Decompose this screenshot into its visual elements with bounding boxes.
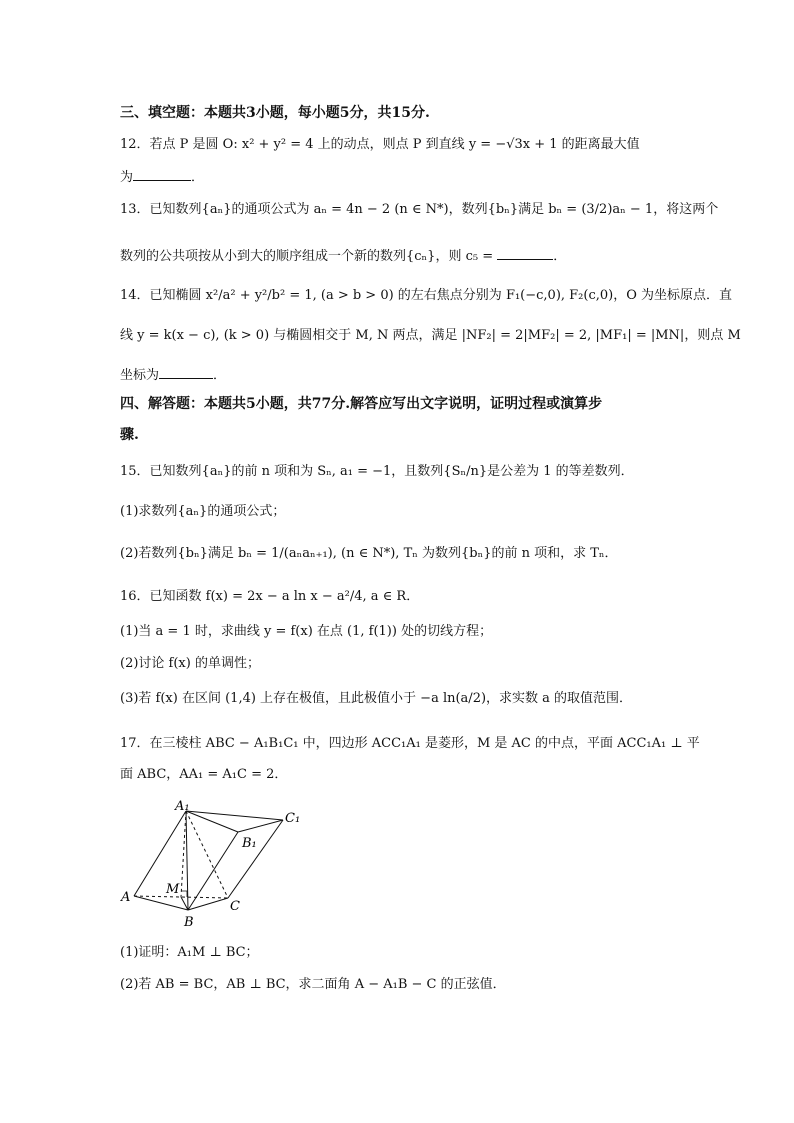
section3-title: 三、填空题：本题共3小题，每小题5分，共15分. <box>120 105 430 121</box>
q13-prefix: 数列的公共项按从小到大的顺序组成一个新的数列{cₙ}，则 c₅ = <box>120 249 494 264</box>
q14-line1: 14．已知椭圆 x²/a² + y²/b² = 1, (a > b > 0) 的左右焦点分别为 F₁(−c,0), F₂(c,0)，O 为坐标原点．直 <box>120 288 733 303</box>
q12-prefix: 为 <box>120 170 134 185</box>
q16-part2: (2)讨论 f(x) 的单调性； <box>120 656 260 671</box>
prism-figure <box>118 798 318 934</box>
section4-title-line2: 骤. <box>120 427 139 443</box>
q16-part3: (3)若 f(x) 在区间 (1,4) 上存在极值，且此极值小于 −a ln(a/2)，求实数 a 的取值范围． <box>120 691 633 706</box>
q17-stem-line2: 面 ABC，AA₁ = A₁C = 2． <box>120 767 288 782</box>
hidden-segment-A1-C <box>186 811 228 898</box>
q12-line1: 12．若点 P 是圆 O: x² + y² = 4 上的动点，则点 P 到直线 y = −√3x + 1 的距离最大值 <box>120 137 640 152</box>
q15-stem: 15．已知数列{aₙ}的前 n 项和为 Sₙ, a₁ = −1，且数列{Sₙ/n}是公差为 1 的等差数列． <box>120 464 634 479</box>
q13-line2: 数列的公共项按从小到大的顺序组成一个新的数列{cₙ}，则 c₅ = ． <box>120 245 566 266</box>
q17-part2: (2)若 AB = BC，AB ⊥ BC，求二面角 A − A₁B − C 的正弦值． <box>120 977 506 992</box>
q12-line2: 为 ． <box>120 166 204 187</box>
hidden-segment-A1-M <box>181 811 186 897</box>
q14-line3: 坐标为 ． <box>120 364 226 385</box>
label-M: M <box>166 882 180 897</box>
label-A: A <box>121 890 131 905</box>
q17-stem-line1: 17．在三棱柱 ABC − A₁B₁C₁ 中，四边形 ACC₁A₁ 是菱形，M 是 AC 的中点，平面 ACC₁A₁ ⊥ 平 <box>120 736 700 751</box>
label-C: C <box>230 899 240 914</box>
q14-line2: 线 y = k(x − c), (k > 0) 与椭圆相交于 M, N 两点，满足 |NF₂| = 2|MF₂| = 2, |MF₁| = |MN|，则点 M <box>120 328 741 343</box>
q16-part1: (1)当 a = 1 时，求曲线 y = f(x) 在点 (1, f(1)) 处的切线方程； <box>120 624 493 639</box>
right-angle-mark <box>181 891 187 897</box>
label-B: B <box>184 915 194 930</box>
q14-answer-blank[interactable] <box>159 364 213 379</box>
label-B1: B₁ <box>242 836 257 851</box>
q14-prefix: 坐标为 <box>120 368 160 383</box>
q15-part1: (1)求数列{aₙ}的通项公式； <box>120 504 286 519</box>
section4-title-line1: 四、解答题：本题共5小题，共77分.解答应写出文字说明，证明过程或演算步 <box>120 396 603 412</box>
q13-answer-blank[interactable] <box>497 245 553 260</box>
edge-A-B <box>134 896 188 910</box>
edge-A1-B1 <box>186 811 238 832</box>
label-C1: C₁ <box>285 811 301 826</box>
q15-part2: (2)若数列{bₙ}满足 bₙ = 1/(aₙaₙ₊₁), (n ∈ N*), Tₙ 为数列{bₙ}的前 n 项和，求 Tₙ． <box>120 546 618 561</box>
q13-line1: 13．已知数列{aₙ}的通项公式为 aₙ = 4n − 2 (n ∈ N*)，数列{bₙ}满足 bₙ = (3/2)aₙ − 1，将这两个 <box>120 202 719 217</box>
label-A1: A₁ <box>175 799 190 814</box>
q17-part1: (1)证明：A₁M ⊥ BC； <box>120 945 259 960</box>
q12-answer-blank[interactable] <box>133 166 191 181</box>
q16-stem: 16．已知函数 f(x) = 2x − a ln x − a²/4, a ∈ R． <box>120 589 420 604</box>
edge-A1-C1 <box>186 811 283 820</box>
